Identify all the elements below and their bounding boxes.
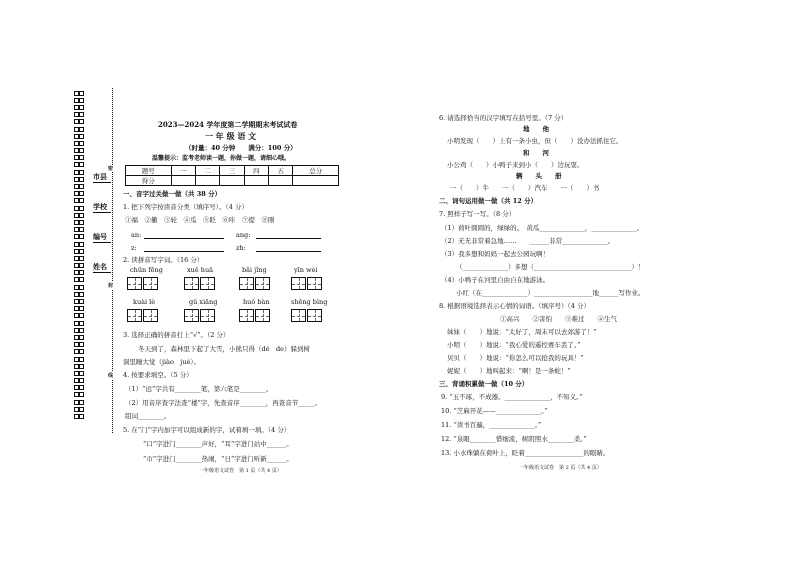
- binding-hole-row: [74, 246, 88, 253]
- binding-hole-row: [74, 210, 88, 217]
- q3-prompt: 3. 选择正确的拼音打上“√”。（2 分）: [123, 331, 230, 339]
- q1-items: ①福 ②撇 ③轮 ④瓜 ⑤眨 ⑥咔 ⑦提 ⑧刚: [125, 216, 275, 224]
- binding-hole-row: [74, 397, 88, 404]
- q6-prompt: 6. 请选择恰当的汉字填写在括号里。（7 分）: [439, 114, 568, 122]
- score-header-cell: 一: [171, 166, 195, 176]
- q5-line-2: “市”字进门________热闹，“日”字进门听新______。: [143, 455, 293, 463]
- exam-title: 2023—2024 学年度第二学期期末考试试卷: [158, 120, 298, 129]
- binding-hole-row: [74, 117, 88, 124]
- binding-hole-row: [74, 95, 88, 102]
- score-cell[interactable]: [171, 176, 195, 186]
- q1-ang-label: ang:: [236, 231, 251, 239]
- binding-hole-row: [74, 232, 88, 239]
- binding-hole-row: [74, 153, 88, 160]
- score-row-label: 得分: [126, 176, 172, 186]
- q5-prompt: 5. 在“门”字内加字可以组成新的字，试着填一填。（4 分）: [123, 426, 291, 434]
- section-1-title: 一、音字过关做一做（共 38 分）: [123, 190, 222, 198]
- binding-hole-row: [74, 268, 88, 275]
- binding-hole-row: [74, 146, 88, 153]
- binding-hole-row: [74, 189, 88, 196]
- writing-grid-cell[interactable]: [143, 309, 158, 322]
- binding-hole-row: [74, 174, 88, 181]
- q1-z-label: z:: [131, 244, 137, 252]
- q12: 12. “泉眼________惜细流，树阴照水________柔。”: [441, 435, 587, 443]
- binding-margin: [74, 88, 88, 428]
- writing-grid-cell[interactable]: [127, 309, 142, 322]
- binding-hole-row: [74, 311, 88, 318]
- exam-info: （时量：40 分钟 满分：100 分）: [185, 144, 297, 152]
- binding-hole-row: [74, 282, 88, 289]
- score-header-cell: 二: [195, 166, 219, 176]
- pinyin: huǒ bàn: [243, 298, 270, 306]
- score-cell[interactable]: [244, 176, 268, 186]
- q7-line-4: （4）小鸭子在河里自由自在地游泳。: [441, 276, 550, 284]
- q8-options: ①高兴 ②害怕 ③难过 ④生气: [500, 315, 617, 323]
- label-county: 市县: [93, 172, 107, 181]
- q7-line-2: （2）无无非常着急地…… ______非常______________。: [441, 237, 615, 245]
- score-header-cell: 题号: [126, 166, 172, 176]
- score-cell[interactable]: [293, 176, 339, 186]
- seal-char-xian: 线: [108, 373, 114, 379]
- q7-line-3b: （______________）多想（______________________________）！: [456, 263, 645, 271]
- section-2-title: 二、词句运用做一做（共 12 分）: [439, 197, 538, 205]
- binding-hole-row: [74, 261, 88, 268]
- score-header-cell: 五: [269, 166, 293, 176]
- writing-grid-cell[interactable]: [184, 277, 199, 290]
- q3-text-1: 冬天到了，森林里下起了大雪，小熊只得（dé de）躲到树: [138, 345, 311, 353]
- q13: 13. 小水珠躺在荷叶上，眨着__________________的眼睛。: [441, 449, 610, 457]
- writing-grid-cell[interactable]: [307, 309, 322, 322]
- q1-an-label: an:: [131, 231, 142, 239]
- label-name: 姓名: [93, 262, 107, 271]
- binding-hole-row: [74, 296, 88, 303]
- pinyin: bǎi jǐng: [242, 266, 267, 274]
- binding-hole-row: [74, 102, 88, 109]
- q2-prompt: 2. 读拼音写字词。（16 分）: [123, 256, 204, 264]
- seal-char-mi: 密: [108, 166, 114, 172]
- q8-line-2: 小明（ ）地说：“我心爱的遥控赛车丢了。”: [447, 341, 581, 349]
- q9: 9. “玉不琢，不成器。______________，不知义。”: [441, 393, 583, 401]
- label-school: 学校: [93, 202, 107, 211]
- q4-line-2: （2）用音序查字法查“楼”字，先查音序________，再查音节_____。: [125, 399, 322, 407]
- binding-hole-row: [74, 404, 88, 411]
- seal-line: [112, 88, 113, 433]
- binding-hole-row: [74, 304, 88, 311]
- q6-options-1: 地 他: [523, 125, 549, 133]
- writing-grid-cell[interactable]: [200, 277, 215, 290]
- binding-hole-row: [74, 253, 88, 260]
- q1-prompt: 1. 把下列字按读音分类（填序号）。（4 分）: [123, 203, 248, 211]
- score-cell[interactable]: [195, 176, 219, 186]
- q11: 11. “读书百遍，______________。”: [441, 421, 542, 429]
- binding-hole-row: [74, 368, 88, 375]
- q6-line-2: 小公鸡（ ）小鸭子来到小（ ）边玩耍。: [447, 161, 584, 169]
- score-header-cell: 四: [244, 166, 268, 176]
- binding-hole-row: [74, 318, 88, 325]
- binding-hole-row: [74, 347, 88, 354]
- pinyin: gǔ xiāng: [189, 298, 218, 306]
- section-3-title: 三、背诵积累做一做（10 分）: [439, 380, 529, 388]
- pinyin: yīn wèi: [294, 266, 318, 274]
- pinyin: kuài lè: [133, 298, 156, 306]
- binding-hole-row: [74, 332, 88, 339]
- score-header-cell: 三: [220, 166, 244, 176]
- q1-ang-line[interactable]: [256, 238, 321, 239]
- writing-grid-cell[interactable]: [239, 277, 254, 290]
- binding-hole-row: [74, 411, 88, 418]
- writing-grid-cell[interactable]: [307, 277, 322, 290]
- q7-line-4b: 小红（在______________）__________________地______写作业。: [456, 289, 645, 297]
- pinyin: xuě huā: [187, 266, 214, 274]
- q1-zh-label: zh:: [236, 244, 246, 252]
- binding-hole-row: [74, 376, 88, 383]
- binding-hole-row: [74, 196, 88, 203]
- binding-hole-row: [74, 124, 88, 131]
- writing-grid-cell[interactable]: [184, 309, 199, 322]
- exam-note: 温馨提示：监考老师读一题，你做一题，请细心哦。: [152, 155, 291, 162]
- q1-z-line[interactable]: [144, 251, 224, 252]
- binding-hole-row: [74, 354, 88, 361]
- binding-hole-row: [74, 181, 88, 188]
- pinyin: shēng bìng: [291, 298, 328, 306]
- label-number: 编号: [93, 232, 107, 241]
- binding-hole-row: [74, 131, 88, 138]
- score-cell[interactable]: [220, 176, 244, 186]
- q5-line-1: “口”字进门________声好，“耳”字进门站中______。: [143, 440, 293, 448]
- writing-grid-cell[interactable]: [255, 277, 270, 290]
- binding-hole-row: [74, 383, 88, 390]
- q4-line-1: （1）“远”字共有________笔，第六笔是________。: [125, 385, 273, 393]
- q7-prompt: 7. 照样子写一写。（8 分）: [439, 210, 516, 218]
- page-footer-left: 一年级语文试卷 第 1 页（共 4 页）: [199, 468, 282, 474]
- binding-hole-row: [74, 225, 88, 232]
- binding-hole-row: [74, 88, 88, 95]
- binding-hole-row: [74, 361, 88, 368]
- q8-line-3: 贝贝（ ）地说：“你怎么可以抢我的玩具！”: [447, 354, 584, 362]
- binding-hole-row: [74, 167, 88, 174]
- writing-grid-cell[interactable]: [143, 277, 158, 290]
- q6-line-1: 小明发现（ ）上有一条小虫，但（ ）没办法抓住它。: [447, 137, 623, 145]
- binding-hole: [79, 414, 84, 419]
- number-line: [93, 242, 111, 243]
- score-table: [125, 165, 339, 186]
- binding-hole-row: [74, 275, 88, 282]
- name-line: [93, 272, 111, 273]
- writing-grid-cell[interactable]: [255, 309, 270, 322]
- school-line: [93, 212, 111, 213]
- county-line: [93, 182, 111, 183]
- q1-an-line[interactable]: [144, 238, 224, 239]
- q8-prompt: 8. 根据语境选择表示心情的词语。（填序号）（4 分）: [439, 302, 590, 310]
- q7-line-1: （1）荷叶圆圆的，绿绿的。 黄瓜______________，______________。: [441, 224, 644, 232]
- q6-line-3: 一（ ）牛 一（ ）汽车 一（ ）书: [450, 184, 600, 192]
- binding-hole-row: [74, 203, 88, 210]
- binding-hole-row: [74, 289, 88, 296]
- q7-line-3: （3）我多想和妈妈一起去公园玩啊！: [441, 250, 550, 258]
- writing-grid-cell[interactable]: [239, 309, 254, 322]
- score-header-cell: 总分: [293, 166, 339, 176]
- binding-hole-row: [74, 217, 88, 224]
- writing-grid-cell[interactable]: [200, 309, 215, 322]
- seal-char-feng: 封: [108, 283, 114, 289]
- binding-hole-row: [74, 325, 88, 332]
- writing-grid-cell[interactable]: [291, 309, 306, 322]
- binding-hole-row: [74, 340, 88, 347]
- q3-text-2: 洞里睡大觉（jiào jué）。: [123, 358, 201, 366]
- q6-options-2: 和 河: [523, 149, 549, 157]
- q4-line-3: 组词________。: [125, 412, 171, 420]
- q8-line-1: 妹妹（ ）地说：“太好了，周末可以去郊游了！”: [447, 328, 597, 336]
- q4-prompt: 4. 按要求填空。（5 分）: [123, 371, 193, 379]
- writing-grid-cell[interactable]: [291, 277, 306, 290]
- exam-subject: 一 年 级 语 文: [205, 131, 257, 141]
- score-cell[interactable]: [269, 176, 293, 186]
- page-footer-right: 一年级语文试卷 第 2 页（共 4 页）: [519, 465, 602, 471]
- q10: 10. “芝麻开花——______________。”: [441, 407, 548, 415]
- q1-zh-line[interactable]: [256, 251, 321, 252]
- binding-hole-row: [74, 390, 88, 397]
- binding-hole-row: [74, 160, 88, 167]
- binding-hole-row: [74, 138, 88, 145]
- pinyin: chūn fēng: [130, 266, 163, 274]
- binding-hole-row: [74, 239, 88, 246]
- q8-line-4: 妮妮（ ）地叫起来：“啊！是一条蛇！”: [447, 367, 571, 375]
- writing-grid-cell[interactable]: [127, 277, 142, 290]
- binding-hole-row: [74, 110, 88, 117]
- q6-options-3: 辆 头 册: [516, 172, 562, 180]
